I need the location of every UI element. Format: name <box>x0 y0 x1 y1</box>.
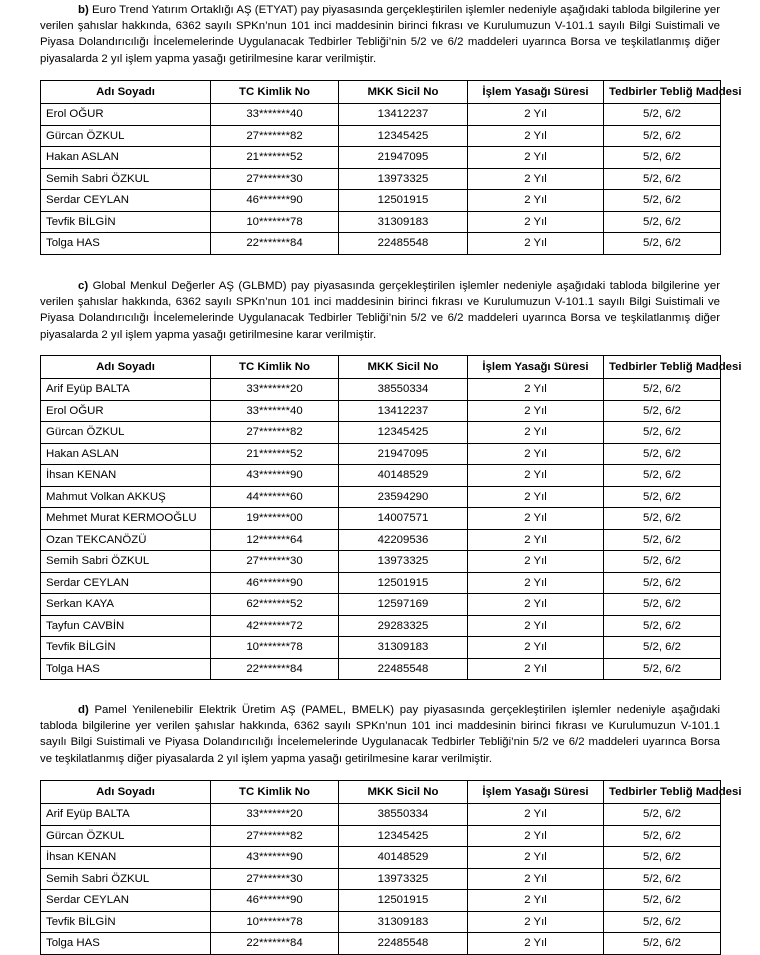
header-tc: TC Kimlik No <box>211 356 339 379</box>
table-row <box>41 465 721 487</box>
article-ref: 5/2, 6/2 <box>604 465 721 487</box>
mkk-sicil-no: 12501915 <box>339 890 468 912</box>
table-row <box>41 379 721 401</box>
person-name: Tevfik BİLGİN <box>41 911 211 933</box>
header-article: Tedbirler Tebliğ Maddesi <box>604 781 721 804</box>
ban-duration: 2 Yıl <box>468 400 604 422</box>
ban-duration: 2 Yıl <box>468 890 604 912</box>
table-header-row <box>41 81 721 104</box>
person-name: Mahmut Volkan AKKUŞ <box>41 486 211 508</box>
section-c-table-wrap <box>40 355 742 680</box>
ban-duration: 2 Yıl <box>468 911 604 933</box>
mkk-sicil-no: 13412237 <box>339 400 468 422</box>
tc-kimlik-no: 62*******52 <box>211 594 339 616</box>
ban-duration: 2 Yıl <box>468 465 604 487</box>
mkk-sicil-no: 12345425 <box>339 422 468 444</box>
person-name: Hakan ASLAN <box>41 147 211 169</box>
ban-duration: 2 Yıl <box>468 233 604 255</box>
article-ref: 5/2, 6/2 <box>604 168 721 190</box>
person-name: Tolga HAS <box>41 658 211 680</box>
person-name: Gürcan ÖZKUL <box>41 422 211 444</box>
ban-duration: 2 Yıl <box>468 486 604 508</box>
mkk-sicil-no: 12597169 <box>339 594 468 616</box>
table-row <box>41 529 721 551</box>
header-article: Tedbirler Tebliğ Maddesi <box>604 356 721 379</box>
section-c-paragraph <box>40 278 720 343</box>
section-c-table <box>40 355 742 680</box>
table-row <box>41 911 721 933</box>
article-ref: 5/2, 6/2 <box>604 233 721 255</box>
mkk-sicil-no: 12501915 <box>339 572 468 594</box>
person-name: Serdar CEYLAN <box>41 572 211 594</box>
ban-duration: 2 Yıl <box>468 868 604 890</box>
table-row <box>41 572 721 594</box>
ban-duration: 2 Yıl <box>468 637 604 659</box>
article-ref: 5/2, 6/2 <box>604 125 721 147</box>
table-header-row <box>41 356 721 379</box>
person-name: Hakan ASLAN <box>41 443 211 465</box>
article-ref: 5/2, 6/2 <box>604 443 721 465</box>
article-ref: 5/2, 6/2 <box>604 572 721 594</box>
section-d-letter: d) <box>78 704 89 716</box>
mkk-sicil-no: 38550334 <box>339 804 468 826</box>
mkk-sicil-no: 22485548 <box>339 233 468 255</box>
table-row <box>41 168 721 190</box>
mkk-sicil-no: 12345425 <box>339 125 468 147</box>
mkk-sicil-no: 14007571 <box>339 508 468 530</box>
article-ref: 5/2, 6/2 <box>604 847 721 869</box>
tc-kimlik-no: 33*******20 <box>211 804 339 826</box>
tc-kimlik-no: 19*******00 <box>211 508 339 530</box>
table-row <box>41 594 721 616</box>
table-row <box>41 486 721 508</box>
table-header-row <box>41 781 721 804</box>
article-ref: 5/2, 6/2 <box>604 933 721 955</box>
table-row <box>41 615 721 637</box>
person-name: İhsan KENAN <box>41 465 211 487</box>
ban-duration: 2 Yıl <box>468 529 604 551</box>
table-body <box>41 104 721 255</box>
person-name: Gürcan ÖZKUL <box>41 125 211 147</box>
table-row <box>41 804 721 826</box>
header-ban-duration: İşlem Yasağı Süresi <box>468 81 604 104</box>
article-ref: 5/2, 6/2 <box>604 594 721 616</box>
table-row <box>41 825 721 847</box>
person-name: Erol OĞUR <box>41 400 211 422</box>
section-b-table-wrap <box>40 80 742 255</box>
section-d-table-wrap <box>40 780 742 955</box>
table-body <box>41 379 721 680</box>
table-row <box>41 147 721 169</box>
article-ref: 5/2, 6/2 <box>604 637 721 659</box>
ban-duration: 2 Yıl <box>468 594 604 616</box>
section-d <box>40 702 720 767</box>
ban-duration: 2 Yıl <box>468 572 604 594</box>
section-b <box>40 2 720 67</box>
person-name: Tevfik BİLGİN <box>41 211 211 233</box>
tc-kimlik-no: 27*******82 <box>211 422 339 444</box>
table-row <box>41 104 721 126</box>
mkk-sicil-no: 12345425 <box>339 825 468 847</box>
mkk-sicil-no: 13973325 <box>339 868 468 890</box>
article-ref: 5/2, 6/2 <box>604 211 721 233</box>
person-name: Ozan TEKCANÖZÜ <box>41 529 211 551</box>
header-ban-duration: İşlem Yasağı Süresi <box>468 356 604 379</box>
ban-duration: 2 Yıl <box>468 125 604 147</box>
person-name: Semih Sabri ÖZKUL <box>41 551 211 573</box>
ban-duration: 2 Yıl <box>468 211 604 233</box>
header-mkk: MKK Sicil No <box>339 81 468 104</box>
section-b-letter: b) <box>78 4 89 16</box>
tc-kimlik-no: 27*******30 <box>211 168 339 190</box>
tc-kimlik-no: 21*******52 <box>211 147 339 169</box>
person-name: Arif Eyüp BALTA <box>41 379 211 401</box>
mkk-sicil-no: 40148529 <box>339 847 468 869</box>
person-name: Erol OĞUR <box>41 104 211 126</box>
ban-duration: 2 Yıl <box>468 190 604 212</box>
header-tc: TC Kimlik No <box>211 781 339 804</box>
mkk-sicil-no: 22485548 <box>339 658 468 680</box>
tc-kimlik-no: 10*******78 <box>211 637 339 659</box>
tc-kimlik-no: 27*******30 <box>211 868 339 890</box>
table-row <box>41 508 721 530</box>
person-name: Tevfik BİLGİN <box>41 637 211 659</box>
article-ref: 5/2, 6/2 <box>604 400 721 422</box>
person-name: Serdar CEYLAN <box>41 890 211 912</box>
section-c-letter: c) <box>78 280 89 292</box>
ban-duration: 2 Yıl <box>468 615 604 637</box>
article-ref: 5/2, 6/2 <box>604 508 721 530</box>
article-ref: 5/2, 6/2 <box>604 147 721 169</box>
mkk-sicil-no: 22485548 <box>339 933 468 955</box>
mkk-sicil-no: 13973325 <box>339 168 468 190</box>
section-d-paragraph <box>40 702 720 767</box>
header-name: Adı Soyadı <box>41 356 211 379</box>
tc-kimlik-no: 10*******78 <box>211 911 339 933</box>
mkk-sicil-no: 12501915 <box>339 190 468 212</box>
tc-kimlik-no: 27*******82 <box>211 825 339 847</box>
tc-kimlik-no: 33*******40 <box>211 104 339 126</box>
mkk-sicil-no: 23594290 <box>339 486 468 508</box>
person-name: İhsan KENAN <box>41 847 211 869</box>
table-row <box>41 890 721 912</box>
mkk-sicil-no: 40148529 <box>339 465 468 487</box>
article-ref: 5/2, 6/2 <box>604 486 721 508</box>
mkk-sicil-no: 29283325 <box>339 615 468 637</box>
ban-duration: 2 Yıl <box>468 933 604 955</box>
mkk-sicil-no: 21947095 <box>339 443 468 465</box>
tc-kimlik-no: 33*******20 <box>211 379 339 401</box>
person-name: Arif Eyüp BALTA <box>41 804 211 826</box>
ban-duration: 2 Yıl <box>468 551 604 573</box>
table-row <box>41 847 721 869</box>
person-name: Semih Sabri ÖZKUL <box>41 868 211 890</box>
tc-kimlik-no: 46*******90 <box>211 890 339 912</box>
table-row <box>41 400 721 422</box>
mkk-sicil-no: 13412237 <box>339 104 468 126</box>
ban-duration: 2 Yıl <box>468 825 604 847</box>
article-ref: 5/2, 6/2 <box>604 825 721 847</box>
tc-kimlik-no: 10*******78 <box>211 211 339 233</box>
ban-duration: 2 Yıl <box>468 104 604 126</box>
ban-duration: 2 Yıl <box>468 658 604 680</box>
ban-duration: 2 Yıl <box>468 379 604 401</box>
person-name: Tolga HAS <box>41 933 211 955</box>
table-row <box>41 422 721 444</box>
mkk-sicil-no: 42209536 <box>339 529 468 551</box>
article-ref: 5/2, 6/2 <box>604 190 721 212</box>
ban-duration: 2 Yıl <box>468 847 604 869</box>
tc-kimlik-no: 46*******90 <box>211 572 339 594</box>
tc-kimlik-no: 46*******90 <box>211 190 339 212</box>
tc-kimlik-no: 21*******52 <box>211 443 339 465</box>
article-ref: 5/2, 6/2 <box>604 529 721 551</box>
tc-kimlik-no: 22*******84 <box>211 933 339 955</box>
mkk-sicil-no: 31309183 <box>339 637 468 659</box>
person-name: Tolga HAS <box>41 233 211 255</box>
table-row <box>41 443 721 465</box>
ban-duration: 2 Yıl <box>468 168 604 190</box>
article-ref: 5/2, 6/2 <box>604 890 721 912</box>
ban-duration: 2 Yıl <box>468 508 604 530</box>
table-row <box>41 658 721 680</box>
ban-duration: 2 Yıl <box>468 443 604 465</box>
article-ref: 5/2, 6/2 <box>604 804 721 826</box>
tc-kimlik-no: 22*******84 <box>211 233 339 255</box>
header-name: Adı Soyadı <box>41 781 211 804</box>
header-mkk: MKK Sicil No <box>339 781 468 804</box>
tc-kimlik-no: 44*******60 <box>211 486 339 508</box>
ban-duration: 2 Yıl <box>468 422 604 444</box>
table-row <box>41 551 721 573</box>
mkk-sicil-no: 13973325 <box>339 551 468 573</box>
table-row <box>41 211 721 233</box>
tc-kimlik-no: 42*******72 <box>211 615 339 637</box>
table-row <box>41 233 721 255</box>
section-d-text: Pamel Yenilenebilir Elektrik Üretim AŞ (PAMEL, BMELK) pay piyasasında gerçekleştirilen işlemler nedeniyle aşağıdaki tabloda bilgilerine yer verilen şahıslar hakkında, 6362 sayılı SPKn’nun 101 inci maddesinin birinci fıkrası ve Kurulumuzun V-101.1 sayılı Bilgi Suistimali ve Piyasa Dolandırıcılığı İncelemelerinde Uygulanacak Tedbirler Tebliği’nin 5/2 ve 6/2 maddeleri uyarınca Borsa ve teşkilatlanmış diğer piyasalarda 2 yıl işlem yapma yasağı getirilmesine karar verilmiştir. <box>40 704 720 765</box>
mkk-sicil-no: 31309183 <box>339 211 468 233</box>
section-b-table <box>40 80 742 255</box>
article-ref: 5/2, 6/2 <box>604 615 721 637</box>
mkk-sicil-no: 21947095 <box>339 147 468 169</box>
tc-kimlik-no: 27*******30 <box>211 551 339 573</box>
section-c <box>40 278 720 343</box>
person-name: Tayfun CAVBİN <box>41 615 211 637</box>
section-b-paragraph <box>40 2 720 67</box>
tc-kimlik-no: 22*******84 <box>211 658 339 680</box>
article-ref: 5/2, 6/2 <box>604 911 721 933</box>
section-d-table <box>40 780 742 955</box>
article-ref: 5/2, 6/2 <box>604 868 721 890</box>
tc-kimlik-no: 43*******90 <box>211 465 339 487</box>
mkk-sicil-no: 38550334 <box>339 379 468 401</box>
person-name: Mehmet Murat KERMOOĞLU <box>41 508 211 530</box>
header-mkk: MKK Sicil No <box>339 356 468 379</box>
article-ref: 5/2, 6/2 <box>604 551 721 573</box>
tc-kimlik-no: 12*******64 <box>211 529 339 551</box>
table-row <box>41 868 721 890</box>
section-c-text: Global Menkul Değerler AŞ (GLBMD) pay piyasasında gerçekleştirilen işlemler nedeniyle aşağıdaki tabloda bilgilerine yer verilen şahıslar hakkında, 6362 sayılı SPKn’nun 101 inci maddesinin birinci fıkrası ve Kurulumuzun V-101.1 sayılı Bilgi Suistimali ve Piyasa Dolandırıcılığı İncelemelerinde Uygulanacak Tedbirler Tebliği’nin 5/2 ve 6/2 maddeleri uyarınca Borsa ve teşkilatlanmış diğer piyasalarda 2 yıl işlem yapma yasağı getirilmesine karar verilmiştir. <box>40 280 720 341</box>
article-ref: 5/2, 6/2 <box>604 658 721 680</box>
tc-kimlik-no: 27*******82 <box>211 125 339 147</box>
article-ref: 5/2, 6/2 <box>604 104 721 126</box>
table-row <box>41 637 721 659</box>
ban-duration: 2 Yıl <box>468 804 604 826</box>
tc-kimlik-no: 43*******90 <box>211 847 339 869</box>
mkk-sicil-no: 31309183 <box>339 911 468 933</box>
tc-kimlik-no: 33*******40 <box>211 400 339 422</box>
header-name: Adı Soyadı <box>41 81 211 104</box>
person-name: Serdar CEYLAN <box>41 190 211 212</box>
article-ref: 5/2, 6/2 <box>604 422 721 444</box>
header-tc: TC Kimlik No <box>211 81 339 104</box>
header-ban-duration: İşlem Yasağı Süresi <box>468 781 604 804</box>
person-name: Gürcan ÖZKUL <box>41 825 211 847</box>
table-body <box>41 804 721 955</box>
person-name: Semih Sabri ÖZKUL <box>41 168 211 190</box>
person-name: Serkan KAYA <box>41 594 211 616</box>
header-article: Tedbirler Tebliğ Maddesi <box>604 81 721 104</box>
table-row <box>41 190 721 212</box>
section-b-text: Euro Trend Yatırım Ortaklığı AŞ (ETYAT) pay piyasasında gerçekleştirilen işlemler nedeniyle aşağıdaki tabloda bilgilerine yer verilen şahıslar hakkında, 6362 sayılı SPKn’nun 101 inci maddesinin birinci fıkrası ve Kurulumuzun V-101.1 sayılı Bilgi Suistimali ve Piyasa Dolandırıcılığı İncelemelerinde Uygulanacak Tedbirler Tebliği’nin 5/2 ve 6/2 maddeleri uyarınca Borsa ve teşkilatlanmış diğer piyasalarda 2 yıl işlem yapma yasağı getirilmesine karar verilmiştir. <box>40 4 720 65</box>
table-row <box>41 933 721 955</box>
table-row <box>41 125 721 147</box>
article-ref: 5/2, 6/2 <box>604 379 721 401</box>
ban-duration: 2 Yıl <box>468 147 604 169</box>
